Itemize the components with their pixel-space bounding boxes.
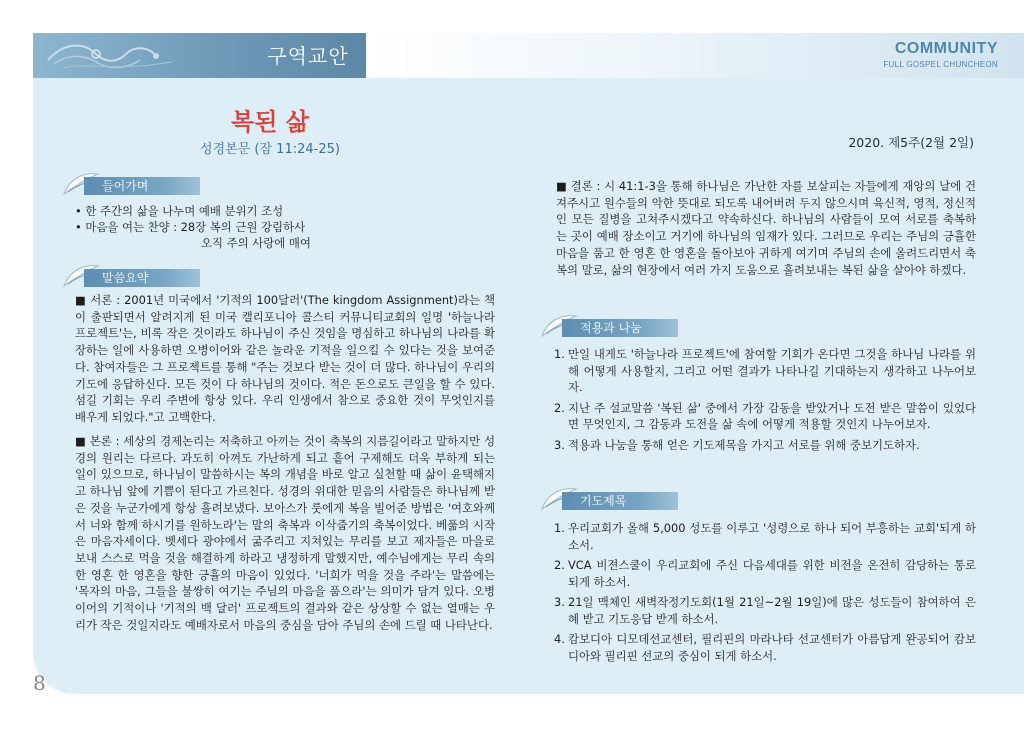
- item-number: 3.: [554, 595, 565, 609]
- list-item: [554, 520, 976, 553]
- summary-paragraph: ■ 서론 : 2001년 미국에서 '기적의 100달러'(The kingdom Assignment)라는 책이 출판되면서 알려지게 된 미국 캘리포니아 콜스티 커뮤니티교회의 일명 '하늘나라 프로젝트'는, 비록 작은 것이라도 하나님이 주신 것임을 명심하고 하나님의 나라를 확장하는 일에 사용하면 오병이어와 같은 놀라운 기적을 일으킬 수 있다는 것을 보여준다. 참여자들은 그 프로젝트를 통해 "주는 것보다 받는 것이 더 많다. 하나님이 우리의 기도에 응답하신다. 모든 것이 다 하나님의 것이다. 적은 돈으로도 큰일을 할 수 있다. 섬길 기회는 우리 주변에 항상 있다. 우리 인생에서 참으로 중요한 것이 무엇인지를 배우게 되었다."고 고백한다.: [75, 293, 495, 424]
- summary-body-paragraph: [75, 433, 495, 633]
- list-item: [554, 557, 976, 590]
- document-date: 2020. 제5주(2월 2일): [848, 135, 974, 150]
- intro-line: 오직 주의 사랑에 매여: [201, 236, 311, 250]
- section-label: 말씀요약: [84, 269, 200, 287]
- section-header-summary: [62, 266, 200, 288]
- list-item: [554, 400, 976, 433]
- prayer-list: [554, 520, 976, 668]
- list-item: [554, 594, 976, 627]
- item-text: 만일 내게도 '하늘나라 프로젝트'에 참여할 기회가 온다면 그것을 하나님 나라를 위해 어떻게 사용할지, 그리고 어떤 결과가 나타나길 기대하는지 생각하고 나누어보자.: [568, 347, 976, 394]
- item-number: 2.: [554, 558, 565, 572]
- item-text: 캄보디아 디모데선교센터, 필리핀의 마라나타 선교센터가 아름답게 완공되어 캄보디아와 필리핀 선교의 중심이 되게 하소서.: [568, 632, 976, 663]
- list-item: [554, 631, 976, 664]
- ornament-flourish-icon: [44, 38, 184, 74]
- summary-intro-paragraph: [75, 292, 495, 426]
- section-label: 기도제목: [562, 492, 678, 510]
- document-title: 복된 삶: [231, 107, 309, 136]
- section-label: 들어가며: [84, 177, 200, 195]
- item-text: 우리교회가 올해 5,000 성도를 이루고 '성령으로 하나 되어 부흥하는 교회'되게 하소서.: [568, 521, 976, 552]
- section-header-prayer: [540, 489, 678, 511]
- brand-subtitle: FULL GOSPEL CHUNCHEON: [883, 60, 998, 69]
- item-number: 3.: [554, 437, 565, 452]
- list-item: [554, 346, 976, 396]
- brand-title: COMMUNITY: [894, 40, 998, 57]
- summary-paragraph: ■ 결론 : 시 41:1-3을 통해 하나님은 가난한 자를 보살피는 자들에게 재앙의 날에 건져주시고 원수들의 악한 뜻대로 되도록 내어버려 두지 않으시며 육신적, 영적, 정신적인 모든 질병을 고쳐주시겠다고 약속하신다. 하나님의 사람들이 모여 서로를 축복하는 곳이 예배 장소이고 거기에 하나님의 임재가 있다. 그러므로 우리는 주님의 긍휼한 마음을 품고 한 영혼 한 영혼을 돌아보아 귀하게 여기며 주님의 손에 올려드리면서 축복의 말로, 삶의 현장에서 여러 가지 도움으로 흘려보내는 복된 삶을 살아야 하겠다.: [556, 179, 976, 277]
- apply-list: [554, 346, 976, 457]
- item-text: 적용과 나눔을 통해 얻은 기도제목을 가지고 서로를 위해 중보기도하자.: [568, 437, 920, 452]
- item-number: 4.: [554, 632, 565, 646]
- summary-conclusion-paragraph: [556, 178, 976, 278]
- page-number: 8: [33, 671, 46, 695]
- list-item: [554, 437, 976, 454]
- scripture-reference: 성경본문 (잠 11:24-25): [200, 142, 340, 157]
- intro-text: [75, 203, 495, 251]
- section-header-intro: [62, 174, 200, 196]
- section-header-apply: [540, 316, 678, 338]
- section-label: 적용과 나눔: [562, 319, 678, 337]
- item-number: 1.: [554, 347, 565, 361]
- brand-block: [883, 40, 998, 69]
- item-text: VCA 비젼스쿨이 우리교회에 주신 다음세대를 위한 비전을 온전히 감당하는 통로 되게 하소서.: [568, 558, 976, 589]
- item-text: 지난 주 설교말씀 '복된 삶' 중에서 가장 감동을 받았거나 도전 받은 말씀이 있었다면 무엇인지, 그 감동과 도전을 삶 속에 어떻게 적용할 것인지 나누어보자.: [568, 400, 976, 431]
- intro-line: • 마음을 여는 찬양 : 28장 복의 근원 강림하사: [75, 220, 306, 234]
- intro-line: • 한 주간의 삶을 나누며 예배 분위기 조성: [75, 204, 284, 218]
- item-text: 21일 맥체인 새벽작정기도회(1월 21일~2월 19일)에 많은 성도들이 참여하여 은혜 받고 기도응답 받게 하소서.: [568, 595, 976, 626]
- summary-paragraph: ■ 본론 : 세상의 경제논리는 저축하고 아끼는 것이 축복의 지름길이라고 말하지만 성경의 원리는 다르다. 과도히 아껴도 가난하게 되고 흩어 구제해도 더욱 부하게 되는 일이 있으므로, 하나님이 말씀하시는 복의 개념을 바로 알고 실천할 때 삶이 윤택해지고 하나님 앞에 기쁨이 된다고 가르친다. 성경의 위대한 믿음의 사람들은 하나님께 받은 것을 누군가에게 항상 흘려보냈다. 보아스가 룻에게 복을 빌어준 방법은 '여호와께서 너와 함께 하시기를 원하노라'는 말의 축복과 이삭줍기의 축복이었다. 베풂의 시작은 마음자세이다. 벳세다 광야에서 굶주리고 지쳐있는 무리를 보고 제자들은 마을로 보내 스스로 먹을 것을 해결하게 하라고 냉정하게 말했지만, 예수님에게는 무리 속의 한 영혼 한 영혼을 향한 긍휼의 마음이 있었다. '너희가 먹을 것을 주라'는 말씀에는 '목자의 마음, 그들을 불쌍히 여기는 주님의 마음을 품으라'는 의미가 담겨 있다. 오병이어의 기적이나 '기적의 백 달러' 프로젝트의 결과와 같은 상상할 수 없는 열매는 우리가 작은 것일지라도 예배자로서 마음의 중심을 담아 주님의 손에 드릴 때 나타난다.: [75, 434, 495, 632]
- item-number: 2.: [554, 400, 565, 415]
- item-number: 1.: [554, 521, 565, 535]
- header-title: 구역교안: [267, 44, 349, 68]
